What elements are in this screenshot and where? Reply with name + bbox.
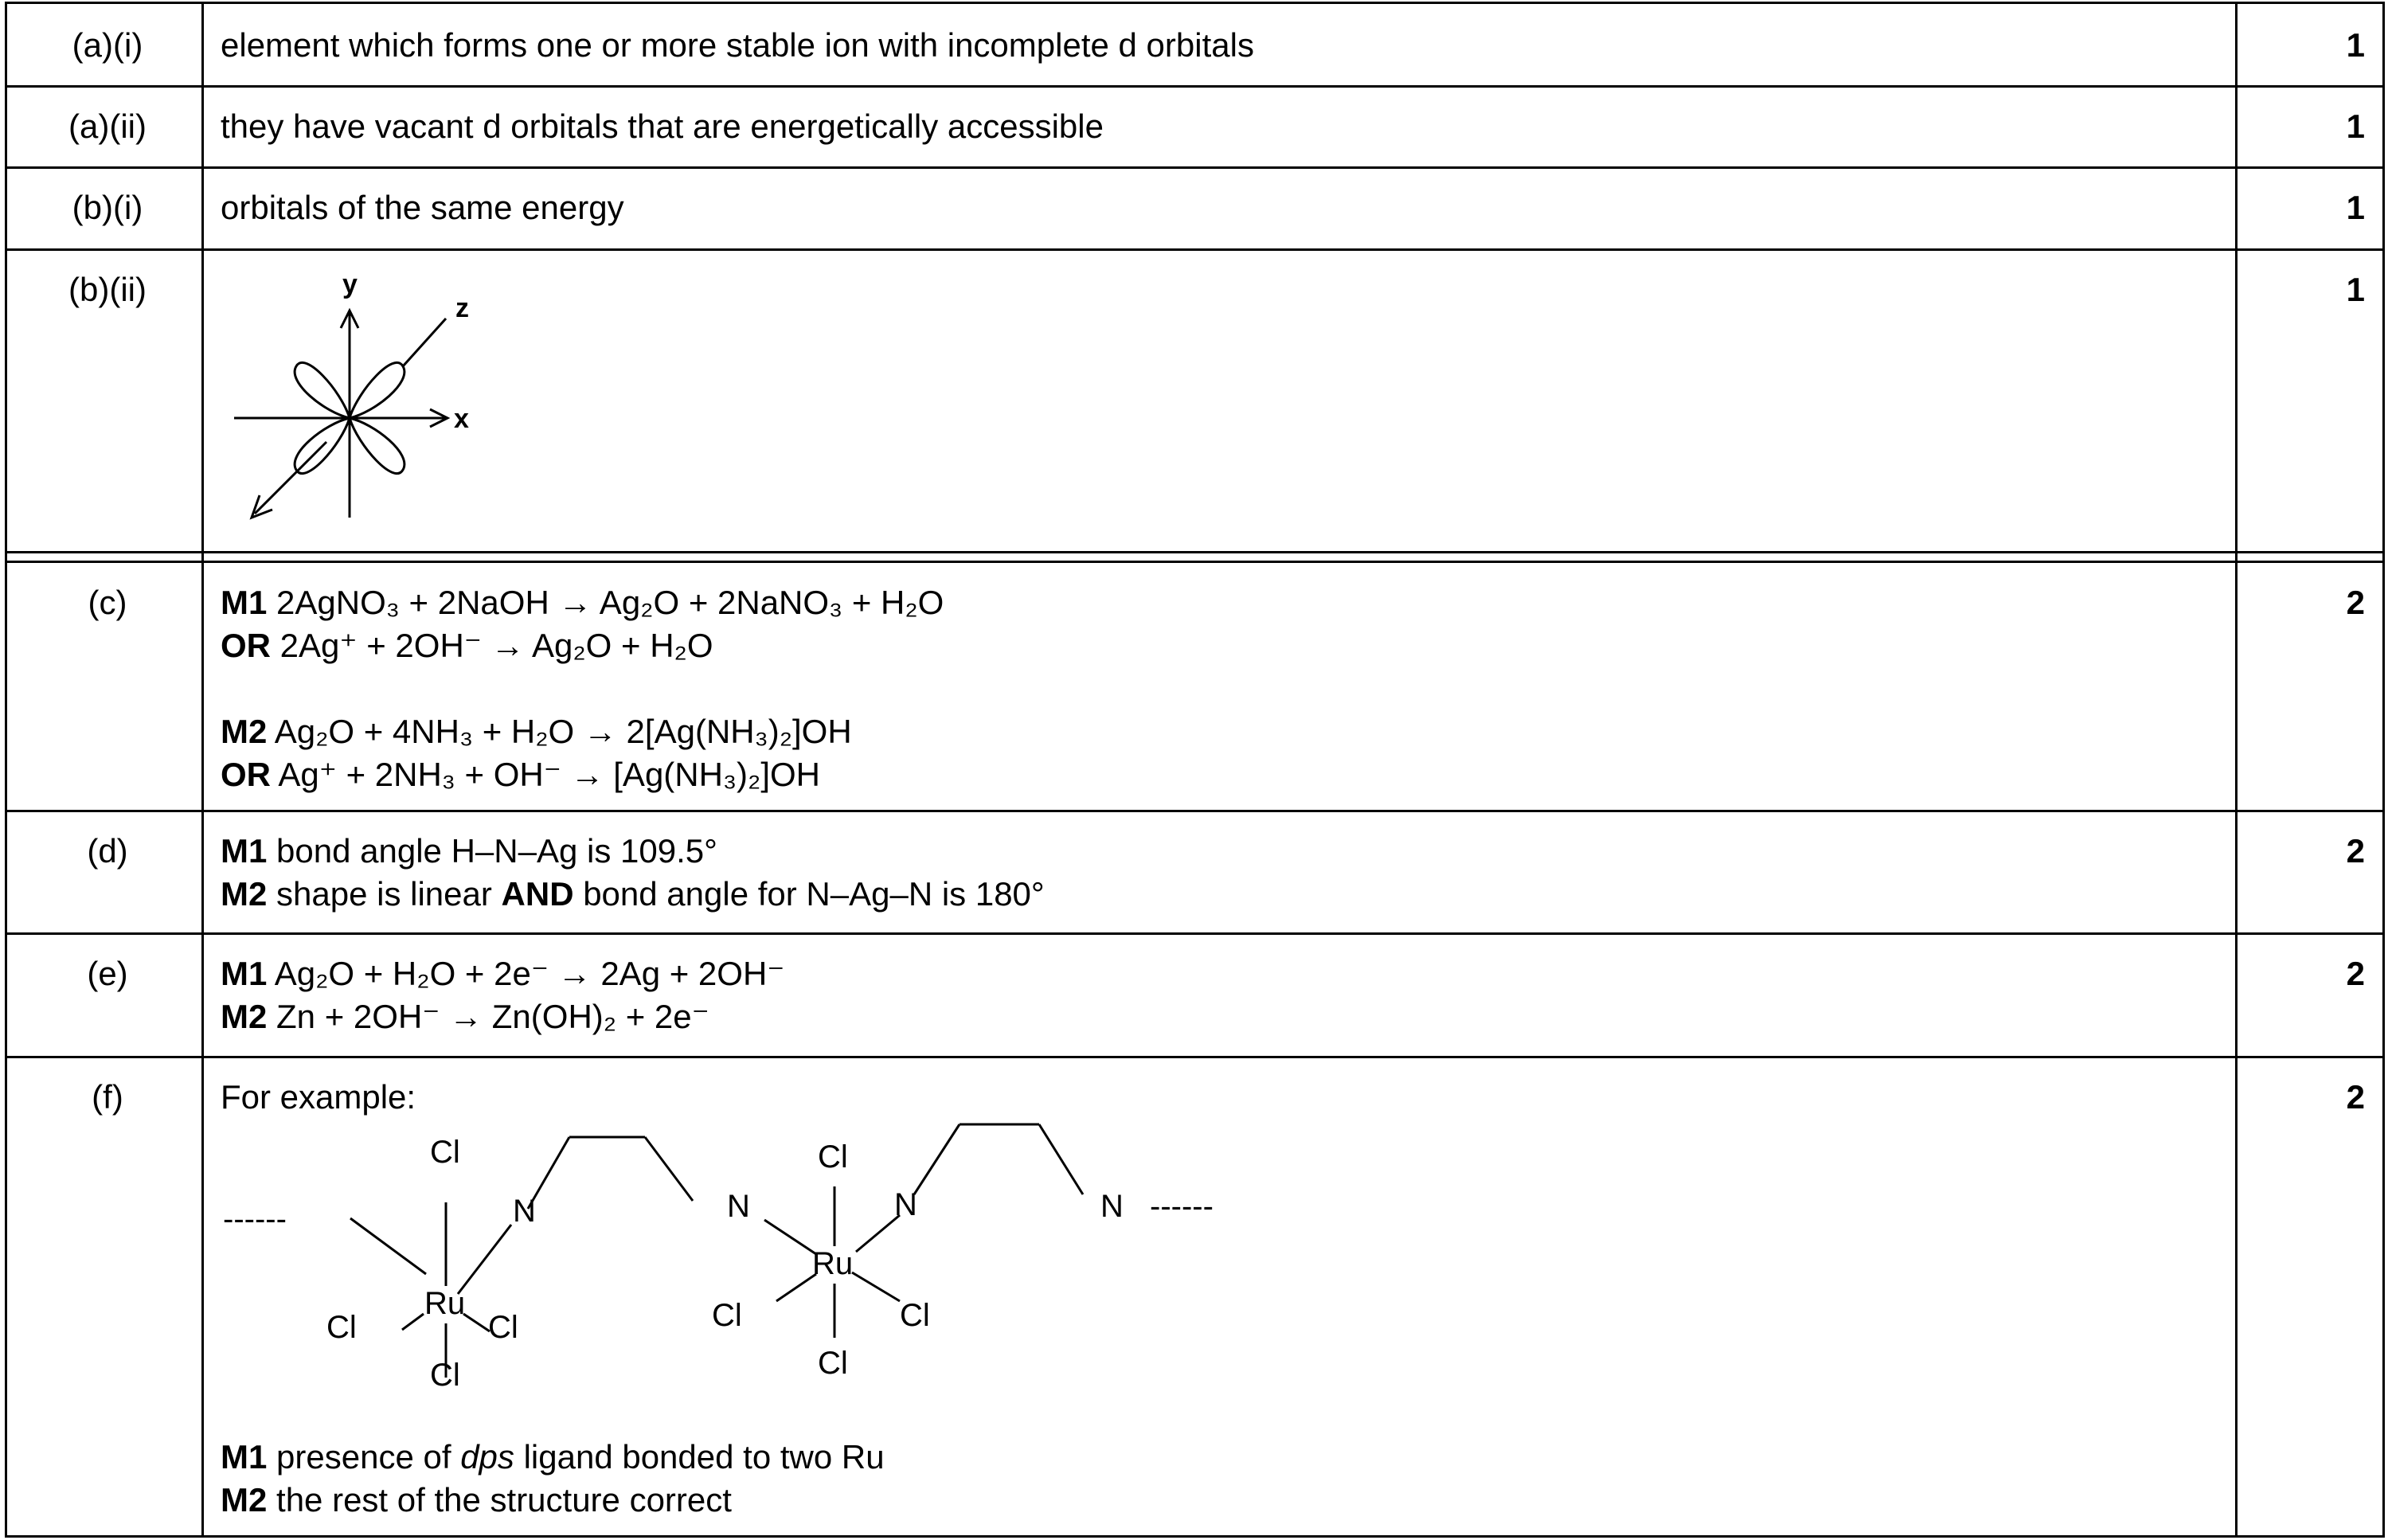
answer-text: orbitals of the same energy [221,189,624,226]
answer-text: element which forms one or more stable ion with incomplete d orbitals [221,26,1254,64]
axis-label-x: x [454,404,469,434]
row-divider [5,932,2385,935]
answer-line [221,995,784,1038]
answer-line [221,830,1045,873]
question-label: (d) [87,832,128,870]
answer-text: they have vacant d orbitals that are energetically accessible [221,107,1104,145]
orbital-lobe [295,362,350,418]
marking-point-label: M1 [221,832,268,870]
answer-intro: For example: [221,1078,416,1116]
marking-point-label: M2 [221,1481,268,1519]
section-divider [5,561,2385,563]
answer-line [221,710,944,753]
marking-point-label: M2 [221,875,268,913]
answer-line [221,581,944,624]
atom-label: N [727,1189,750,1224]
orbital-lobe [350,418,405,474]
chemical-equation: Ag⁺ + 2NH₃ + OH⁻ → [Ag(NH₃)₂]OH [278,756,821,793]
table-border-top [5,2,2385,4]
z-axis [403,319,446,366]
mark-value: 2 [2346,832,2365,870]
atom-label: Cl [818,1139,848,1175]
chemical-equation: Zn + 2OH⁻ → Zn(OH)₂ + 2e⁻ [276,998,709,1035]
chain-continuation: ------ [223,1202,287,1237]
atom-label: Cl [326,1310,357,1345]
answer-line [221,952,784,995]
atom-label: Ru [424,1286,466,1321]
chemical-equation: 2Ag⁺ + 2OH⁻ → Ag₂O + H₂O [279,627,713,664]
atom-label: N [513,1194,536,1229]
marking-point-label: M1 [221,1438,268,1476]
column-divider [2235,2,2238,1538]
answer-line [221,1479,885,1522]
mark-value: 2 [2346,955,2365,992]
mark-value: 1 [2346,271,2365,308]
atom-label: N [1100,1189,1124,1224]
chemical-equation: Ag₂O + H₂O + 2e⁻ → 2Ag + 2OH⁻ [274,955,785,992]
d-orbital-diagram [223,271,526,526]
chain-continuation: ------ [1150,1189,1214,1224]
answer-text: presence of [276,1438,451,1476]
mark-value: 1 [2346,189,2365,226]
row-divider [5,85,2385,88]
mark-value: 1 [2346,26,2365,64]
axis-label-y: y [342,271,358,299]
marking-point-label: M2 [221,998,268,1035]
answer-text: bond angle H–N–Ag is 109.5° [276,832,717,870]
atom-label: Cl [488,1310,518,1345]
question-label: (b)(i) [72,189,143,226]
atom-label: Cl [430,1135,460,1170]
question-label: (e) [87,955,128,992]
answer-line [221,873,1045,916]
marking-point-label: M1 [221,584,268,621]
table-border-left [5,2,7,1538]
or-label: OR [221,627,271,664]
z-axis-back [255,442,326,514]
chemical-equation: Ag₂O + 4NH₃ + H₂O → 2[Ag(NH₃)₂]OH [274,713,852,750]
atom-label: N [894,1187,917,1222]
marking-point-label: M1 [221,955,268,992]
answer-text: ligand bonded to two Ru [523,1438,885,1476]
atom-label: Cl [712,1298,742,1333]
marking-point-label: M2 [221,713,268,750]
question-label: (a)(i) [72,26,143,64]
or-label: OR [221,756,271,793]
table-border-bottom [5,1535,2385,1538]
answer-block [221,952,784,1038]
answer-text: the rest of the structure correct [276,1481,732,1519]
ligand-name: dps [460,1438,514,1476]
atom-label: Cl [818,1346,848,1381]
question-label: (c) [88,584,127,621]
chemical-equation: 2AgNO₃ + 2NaOH → Ag₂O + 2NaNO₃ + H₂O [276,584,944,621]
orbital-lobe [350,362,405,418]
atom-label: Ru [812,1246,854,1281]
answer-line [221,753,944,796]
row-divider [5,810,2385,812]
answer-text: shape is linear [276,875,492,913]
atom-label: Cl [900,1298,930,1333]
table-border-right [2382,2,2385,1538]
column-divider [201,2,204,1538]
polymer-structure-diagram [215,1115,1274,1401]
section-divider [5,551,2385,553]
answer-text: bond angle for N–Ag–N is 180° [583,875,1045,913]
question-label: (b)(ii) [68,271,147,308]
mark-value: 2 [2346,1078,2365,1116]
and-label: AND [501,875,574,913]
row-divider [5,166,2385,169]
answer-line [221,1436,885,1479]
question-label: (a)(ii) [68,107,147,145]
axis-label-z: z [455,293,469,323]
atom-label: Cl [430,1358,460,1393]
answer-block [221,581,944,796]
row-divider [5,248,2385,251]
question-label: (f) [92,1078,123,1116]
answer-line [221,624,944,667]
row-divider [5,1056,2385,1058]
mark-value: 1 [2346,107,2365,145]
answer-block [221,830,1045,916]
mark-value: 2 [2346,584,2365,621]
answer-block [221,1436,885,1522]
